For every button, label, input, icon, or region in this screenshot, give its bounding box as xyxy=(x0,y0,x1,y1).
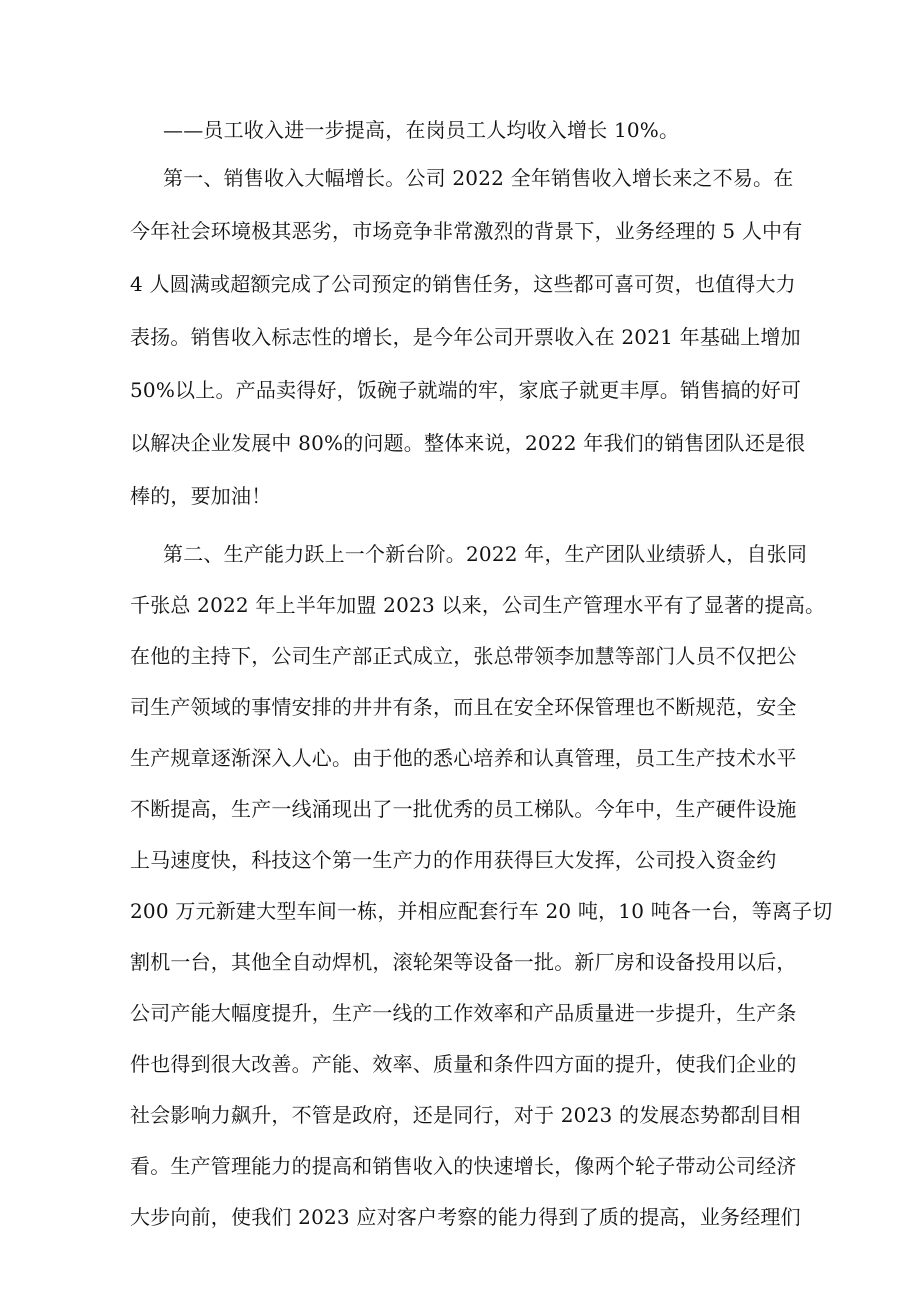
text-line: 看。生产管理能力的提高和销售收入的快速增长，像两个轮子带动公司经济 xyxy=(130,1154,797,1178)
text-line: 公司产能大幅度提升，生产一线的工作效率和产品质量进一步提升，生产条 xyxy=(130,1001,797,1025)
text-line: 表扬。销售收入标志性的增长，是今年公司开票收入在 2021 年基础上增加 xyxy=(130,325,801,349)
text-line: 棒的，要加油！ xyxy=(130,484,272,508)
text-line: 件也得到很大改善。产能、效率、质量和条件四方面的提升，使我们企业的 xyxy=(130,1052,797,1076)
text-line: 生产规章逐渐深入人心。由于他的悉心培养和认真管理，员工生产技术水平 xyxy=(130,746,797,770)
text-line: 社会影响力飙升，不管是政府，还是同行，对于 2023 的发展态势都刮目相 xyxy=(130,1103,801,1127)
text-line: 第一、销售收入大幅增长。公司 2022 全年销售收入增长来之不易。在 xyxy=(163,166,794,190)
text-line: ——员工收入进一步提高，在岗员工人均收入增长 10%。 xyxy=(163,118,680,142)
text-line: 200 万元新建大型车间一栋，并相应配套行车 20 吨，10 吨各一台，等离子切 xyxy=(130,899,833,923)
text-line: 在他的主持下，公司生产部正式成立，张总带领李加慧等部门人员不仅把公 xyxy=(130,644,797,668)
text-line: 千张总 2022 年上半年加盟 2023 以来，公司生产管理水平有了显著的提高。 xyxy=(130,593,826,617)
text-line: 不断提高，生产一线涌现出了一批优秀的员工梯队。今年中，生产硬件设施 xyxy=(130,797,797,821)
text-line: 4 人圆满或超额完成了公司预定的销售任务，这些都可喜可贺，也值得大力 xyxy=(130,272,796,296)
text-line: 大步向前，使我们 2023 应对客户考察的能力得到了质的提高，业务经理们 xyxy=(130,1205,801,1229)
text-line: 今年社会环境极其恶劣，市场竞争非常激烈的背景下，业务经理的 5 人中有 xyxy=(130,219,803,243)
text-line: 50%以上。产品卖得好，饭碗子就端的牢，家底子就更丰厚。销售搞的好可 xyxy=(130,378,802,402)
text-line: 上马速度快，科技这个第一生产力的作用获得巨大发挥，公司投入资金约 xyxy=(130,848,777,872)
text-line: 割机一台，其他全自动焊机，滚轮架等设备一批。新厂房和设备投用以后， xyxy=(130,950,797,974)
text-line: 第二、生产能力跃上一个新台阶。2022 年，生产团队业绩骄人，自张同 xyxy=(163,542,808,566)
text-line: 以解决企业发展中 80%的问题。整体来说，2022 年我们的销售团队还是很 xyxy=(130,431,806,455)
text-line: 司生产领域的事情安排的井井有条，而且在安全环保管理也不断规范，安全 xyxy=(130,695,797,719)
